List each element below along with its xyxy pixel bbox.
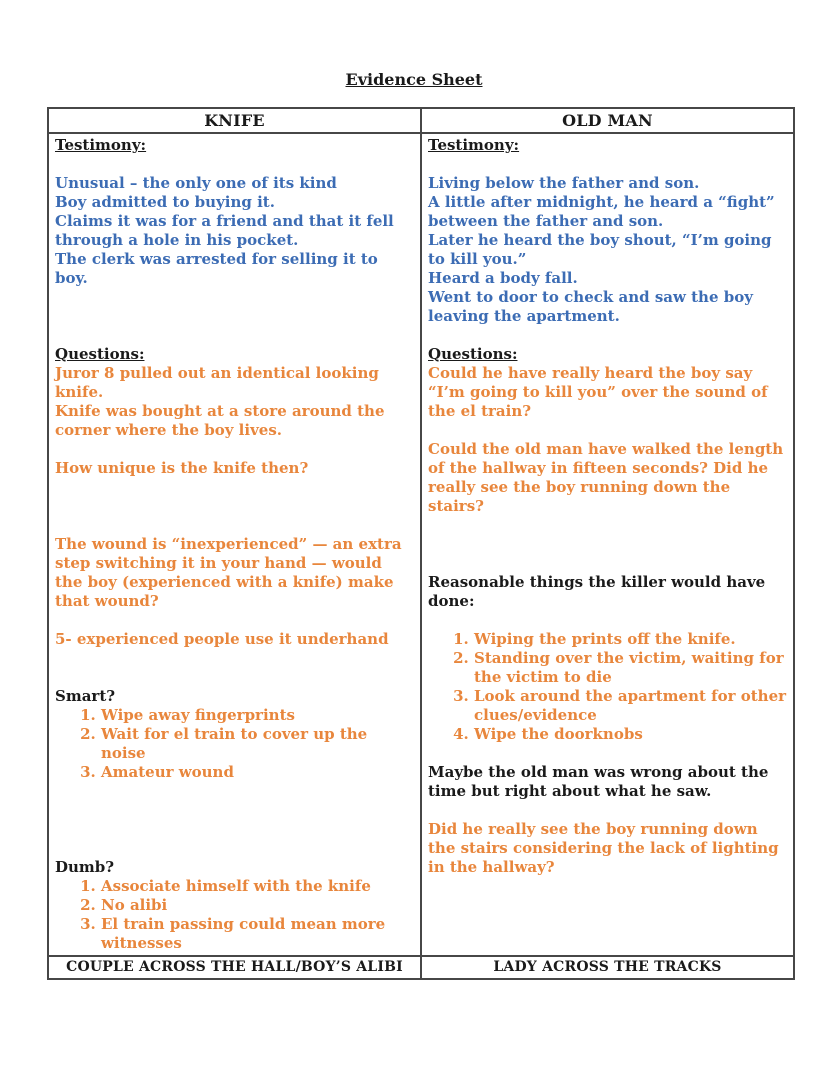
old-man-questions-heading: Questions: <box>428 345 518 363</box>
body-row <box>48 133 794 956</box>
list-item: 3. El train passing could mean more witnesses <box>101 915 414 953</box>
testimony-line: Claims it was for a friend and that it fell through a hole in his pocket. <box>55 212 394 249</box>
smart-heading: Smart? <box>55 687 116 705</box>
old-man-cell <box>421 133 794 956</box>
testimony-line: Boy admitted to buying it. <box>55 193 275 211</box>
reasonable-list <box>428 630 787 744</box>
reasonable-heading: Reasonable things the killer would have done: <box>428 573 766 610</box>
list-item: 2. Standing over the victim, waiting for the victim to die <box>474 649 787 687</box>
list-item: 4. Wipe the doorknobs <box>474 725 787 744</box>
testimony-line: Later he heard the boy shout, “I’m going to kill you.” <box>428 231 772 268</box>
knife-cell <box>48 133 421 956</box>
list-item: 2. No alibi <box>101 896 414 915</box>
list-item: 3. Amateur wound <box>101 763 414 782</box>
question-line: Knife was bought at a store around the corner where the boy lives. <box>55 402 385 439</box>
smart-list <box>55 706 414 782</box>
testimony-line: Heard a body fall. <box>428 269 578 287</box>
old-man-testimony-block <box>428 174 787 326</box>
knife-testimony-block <box>55 174 414 288</box>
testimony-line: The clerk was arrested for selling it to boy. <box>55 250 378 287</box>
dumb-list <box>55 877 414 953</box>
page-title: Evidence Sheet <box>345 70 483 89</box>
testimony-line: Living below the father and son. <box>428 174 700 192</box>
note-underhand: 5- experienced people use it underhand <box>55 630 389 648</box>
list-item: 1. Wiping the prints off the knife. <box>474 630 787 649</box>
question-line: Juror 8 pulled out an identical looking knife. <box>55 364 379 401</box>
list-item: 1. Associate himself with the knife <box>101 877 414 896</box>
question-wound: The wound is “inexperienced” — an extra step switching it in your hand — would the boy (experienced with a knife) make that wound? <box>55 535 402 610</box>
list-item: 1. Wipe away fingerprints <box>101 706 414 725</box>
question-lighting: Did he really see the boy running down the stairs considering the lack of lighting in the hallway? <box>428 820 779 876</box>
knife-questions-heading: Questions: <box>55 345 145 363</box>
list-item: 3. Look around the apartment for other clues/evidence <box>474 687 787 725</box>
question-hallway: Could the old man have walked the length of the hallway in fifteen seconds? Did he really see the boy running down the stairs? <box>428 440 784 515</box>
column-header-old-man: OLD MAN <box>421 108 794 133</box>
knife-testimony-heading: Testimony: <box>55 136 147 154</box>
question-el-train: Could he have really heard the boy say “I’m going to kill you” over the sound of the el train? <box>428 364 768 420</box>
testimony-line: Unusual – the only one of its kind <box>55 174 337 192</box>
footer-couple-alibi: COUPLE ACROSS THE HALL/BOY’S ALIBI <box>48 956 421 979</box>
testimony-line: Went to door to check and saw the boy leaving the apartment. <box>428 288 753 325</box>
knife-questions-block <box>55 364 414 440</box>
old-man-testimony-heading: Testimony: <box>428 136 520 154</box>
maybe-note: Maybe the old man was wrong about the time but right about what he saw. <box>428 763 769 800</box>
list-item: 2. Wait for el train to cover up the noise <box>101 725 414 763</box>
column-header-knife: KNIFE <box>48 108 421 133</box>
header-row <box>48 108 794 133</box>
testimony-line: A little after midnight, he heard a “fight” between the father and son. <box>428 193 775 230</box>
footer-row <box>48 956 794 979</box>
footer-lady-tracks: LADY ACROSS THE TRACKS <box>421 956 794 979</box>
question-unique: How unique is the knife then? <box>55 459 309 477</box>
evidence-table <box>47 107 795 980</box>
dumb-heading: Dumb? <box>55 858 115 876</box>
